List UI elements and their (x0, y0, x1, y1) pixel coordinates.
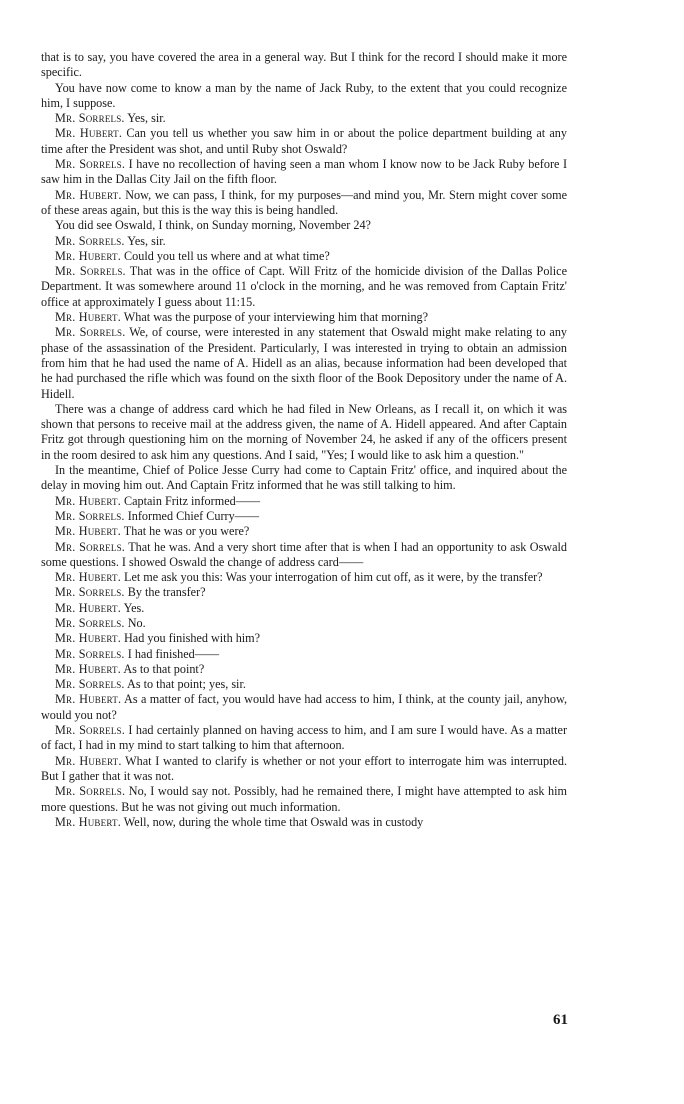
text-paragraph (41, 402, 567, 463)
dialogue-paragraph (41, 188, 567, 219)
paragraph-text: There was a change of address card which he had filed in New Orleans, as I recall it, on which it was shown that persons to receive mail at the address given, the name of A. Hidell appeared. And after Captain Fritz got through questioning him on the morning of November 24, he asked if any of the officers present in the room desired to ask him any questions. And I said, "Yes; I would like to ask him a question." (41, 401, 567, 462)
paragraph-text: As a matter of fact, you would have had access to him, I think, at the county jail, anyhow, would you not? (41, 692, 567, 722)
speaker-label: Mr. Hubert. (55, 248, 121, 263)
page-number: 61 (553, 1012, 568, 1028)
speaker-label: Mr. Hubert. (55, 692, 122, 707)
speaker-label: Mr. Sorrels. (55, 784, 126, 799)
dialogue-paragraph (41, 723, 567, 754)
dialogue-paragraph (41, 570, 567, 585)
paragraph-text: Captain Fritz informed—— (124, 493, 261, 508)
speaker-label: Mr. Sorrels. (55, 539, 126, 554)
paragraph-text: We, of course, were interested in any statement that Oswald might make relating to any phase of the assassination of the President. Particularly, I was interested in trying to obtain an admission from him that he had used the name of A. Hidell as an alias, because information had been developed that he had purchased the rifle which was found on the sixth floor of the Book Depository under the name of A. Hidell. (41, 325, 568, 401)
speaker-label: Mr. Hubert. (55, 814, 121, 829)
speaker-label: Mr. Sorrels. (55, 111, 125, 126)
paragraph-text: As to that point? (123, 661, 205, 676)
paragraph-text: In the meantime, Chief of Police Jesse Curry had come to Captain Fritz' office, and inquired about the delay in moving him out. And Captain Fritz informed that he was still talking to him. (41, 463, 567, 493)
paragraph-text: I had finished—— (127, 646, 220, 661)
speaker-label: Mr. Hubert. (55, 753, 122, 768)
dialogue-paragraph (41, 509, 567, 524)
paragraph-text: Could you tell us where and at what time? (124, 248, 330, 263)
dialogue-paragraph (41, 784, 567, 815)
dialogue-paragraph (41, 126, 567, 157)
text-paragraph (41, 463, 567, 494)
text-paragraph (41, 218, 567, 233)
paragraph-text: You have now come to know a man by the name of Jack Ruby, to the extent that you could recognize him, I suppose. (41, 80, 567, 110)
dialogue-paragraph (41, 616, 567, 631)
paragraph-text: I had certainly planned on having access to him, and I am sure I would have. As a matter of fact, I had in my mind to start talking to him that afternoon. (41, 723, 567, 753)
dialogue-paragraph (41, 157, 567, 188)
dialogue-paragraph (41, 585, 567, 600)
text-paragraph (41, 81, 567, 112)
paragraph-text: Let me ask you this: Was your interrogation of him cut off, as it were, by the transfer? (124, 570, 543, 585)
paragraph-text: What was the purpose of your interviewing him that morning? (123, 310, 429, 325)
speaker-label: Mr. Sorrels. (55, 325, 126, 340)
paragraph-text: Informed Chief Curry—— (127, 508, 260, 523)
transcript-page (41, 50, 567, 830)
speaker-label: Mr. Sorrels. (55, 723, 126, 738)
dialogue-paragraph (41, 540, 567, 571)
speaker-label: Mr. Hubert. (55, 187, 122, 202)
text-paragraph (41, 50, 567, 81)
dialogue-paragraph (41, 647, 567, 662)
paragraph-text: that is to say, you have covered the area in a general way. But I think for the record I should make it more specific. (41, 50, 567, 80)
speaker-label: Mr. Hubert. (55, 600, 121, 615)
dialogue-paragraph (41, 815, 567, 830)
speaker-label: Mr. Sorrels. (55, 264, 126, 279)
speaker-label: Mr. Hubert. (55, 493, 121, 508)
dialogue-paragraph (41, 310, 567, 325)
speaker-label: Mr. Hubert. (55, 570, 121, 585)
paragraph-text: I have no recollection of having seen a man whom I know now to be Jack Ruby before I saw him in the Dallas City Jail on the fifth floor. (41, 157, 567, 187)
dialogue-paragraph (41, 249, 567, 264)
paragraph-text: You did see Oswald, I think, on Sunday morning, November 24? (55, 218, 371, 233)
dialogue-paragraph (41, 111, 567, 126)
dialogue-paragraph (41, 325, 567, 401)
speaker-label: Mr. Sorrels. (55, 615, 125, 630)
paragraph-text: Can you tell us whether you saw him in or about the police department building at any time after the President was shot, and until Ruby shot Oswald? (41, 126, 567, 156)
paragraph-text: Yes. (123, 600, 145, 615)
speaker-label: Mr. Sorrels. (55, 646, 125, 661)
speaker-label: Mr. Sorrels. (55, 508, 125, 523)
paragraph-text: That he was. And a very short time after that is when I had an opportunity to ask Oswald some questions. I showed Oswald the change of address card—— (41, 539, 568, 569)
speaker-label: Mr. Sorrels. (55, 157, 126, 172)
dialogue-paragraph (41, 662, 567, 677)
paragraph-text: Well, now, during the whole time that Oswald was in custody (123, 814, 424, 829)
paragraph-text: Yes, sir. (127, 111, 166, 126)
speaker-label: Mr. Hubert. (55, 661, 121, 676)
paragraph-text: What I wanted to clarify is whether or not your effort to interrogate him was interrupted. But I gather that it was not. (41, 753, 567, 783)
paragraph-text: That was in the office of Capt. Will Fritz of the homicide division of the Dallas Police Department. It was somewhere around 11 o'clock in the morning, and he was removed from Captain Fritz' office at approximately I guess about 11:15. (41, 264, 568, 309)
speaker-label: Mr. Hubert. (55, 126, 123, 141)
dialogue-paragraph (41, 524, 567, 539)
paragraph-text: Yes, sir. (127, 233, 166, 248)
speaker-label: Mr. Hubert. (55, 524, 121, 539)
dialogue-paragraph (41, 754, 567, 785)
paragraph-text: No, I would say not. Possibly, had he remained there, I might have attempted to ask him more questions. But he was not giving out much information. (41, 784, 567, 814)
speaker-label: Mr. Sorrels. (55, 233, 125, 248)
dialogue-paragraph (41, 677, 567, 692)
dialogue-paragraph (41, 264, 567, 310)
paragraph-text: By the transfer? (127, 585, 206, 600)
dialogue-paragraph (41, 631, 567, 646)
dialogue-paragraph (41, 692, 567, 723)
paragraph-text: No. (127, 615, 146, 630)
speaker-label: Mr. Sorrels. (55, 585, 125, 600)
paragraph-text: That he was or you were? (123, 524, 250, 539)
paragraph-text: Now, we can pass, I think, for my purposes—and mind you, Mr. Stern might cover some of these areas again, but this is the way this is being handled. (41, 187, 567, 217)
paragraph-text: Had you finished with him? (124, 631, 261, 646)
speaker-label: Mr. Hubert. (55, 631, 121, 646)
dialogue-paragraph (41, 234, 567, 249)
dialogue-paragraph (41, 601, 567, 616)
speaker-label: Mr. Sorrels. (55, 677, 125, 692)
speaker-label: Mr. Hubert. (55, 310, 121, 325)
paragraph-text: As to that point; yes, sir. (127, 677, 246, 692)
dialogue-paragraph (41, 494, 567, 509)
